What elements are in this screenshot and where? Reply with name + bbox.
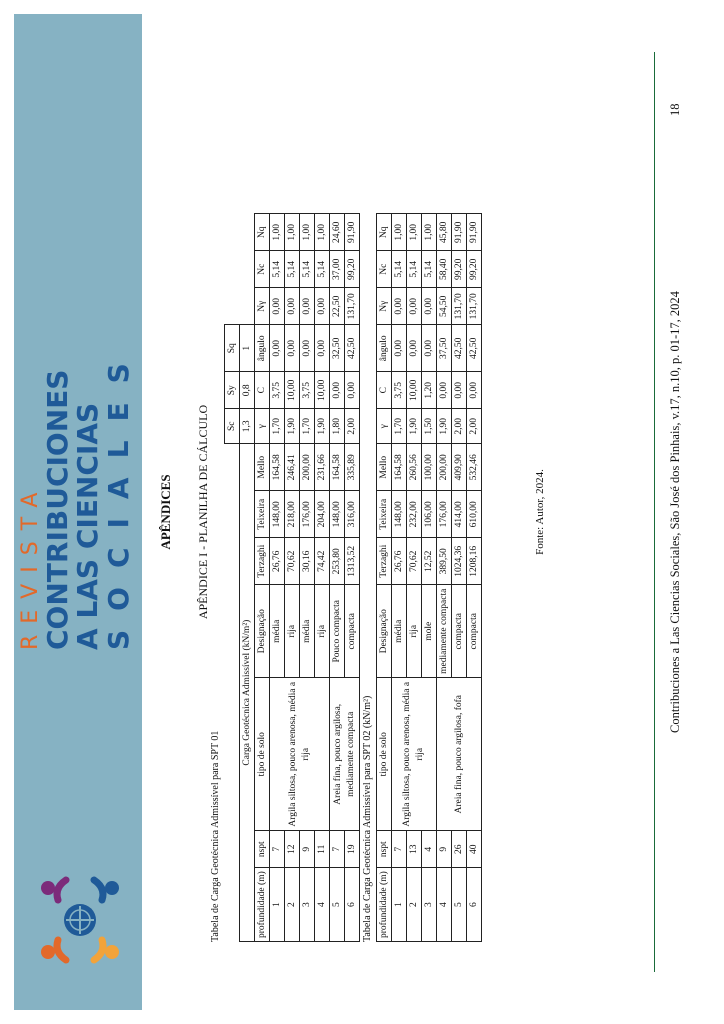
- cell: 24,60: [330, 214, 345, 251]
- table-row: [300, 214, 315, 942]
- cell: 30,16: [300, 538, 315, 585]
- cell: 13: [407, 831, 422, 868]
- cell: 7: [392, 831, 407, 868]
- cell: 5,14: [285, 251, 300, 288]
- factors-header-row: [225, 214, 240, 942]
- column-header: tipo de solo: [255, 678, 270, 831]
- table-row: [467, 214, 482, 942]
- cell: 0,00: [285, 288, 300, 325]
- table-row: [270, 214, 285, 942]
- cell: 7: [270, 831, 285, 868]
- cell: 131,70: [467, 288, 482, 325]
- column-header: Designação: [255, 585, 270, 678]
- cell: 148,00: [392, 491, 407, 538]
- cell: 9: [300, 831, 315, 868]
- cell: 5,14: [300, 251, 315, 288]
- cell: 26,76: [270, 538, 285, 585]
- cell: 42,50: [452, 325, 467, 372]
- factors-value-row: [240, 214, 255, 942]
- cell: 0,00: [407, 325, 422, 372]
- cell: 0,00: [270, 325, 285, 372]
- cell: 91,90: [345, 214, 360, 251]
- cell: 37,00: [330, 251, 345, 288]
- cell: 100,00: [422, 444, 437, 491]
- brand-line-revista: REVISTA: [18, 481, 43, 650]
- table-row: [392, 214, 407, 942]
- cell: 1,50: [422, 409, 437, 444]
- cell: 200,00: [437, 444, 452, 491]
- cell: 70,62: [407, 538, 422, 585]
- cell: 231,66: [315, 444, 330, 491]
- cell: 176,00: [437, 491, 452, 538]
- cell: 1024,36: [452, 538, 467, 585]
- page-number: 18: [668, 103, 682, 116]
- column-header: nspt: [377, 831, 392, 868]
- cell: mediamente compacta: [437, 585, 452, 678]
- cell: média: [300, 585, 315, 678]
- column-header: Terzaghi: [255, 538, 270, 585]
- cell: 5,14: [270, 251, 285, 288]
- column-header: Mello: [377, 444, 392, 491]
- table-row: [345, 214, 360, 942]
- cell: 532,46: [467, 444, 482, 491]
- cell: 1,90: [437, 409, 452, 444]
- cell: 1,70: [392, 409, 407, 444]
- cell: 5,14: [315, 251, 330, 288]
- column-header: Terzaghi: [377, 538, 392, 585]
- cell: 0,00: [392, 288, 407, 325]
- cell: 5: [452, 868, 467, 942]
- table-row: [452, 214, 467, 942]
- cell: 1,00: [392, 214, 407, 251]
- cell: 70,62: [285, 538, 300, 585]
- cell: 3,75: [270, 372, 285, 409]
- table-row: [437, 214, 452, 942]
- cell: 10,00: [285, 372, 300, 409]
- cell: 1,00: [315, 214, 330, 251]
- cell: 0,00: [467, 372, 482, 409]
- cell: 1,00: [300, 214, 315, 251]
- cell: 232,00: [407, 491, 422, 538]
- column-header: profundidade (m): [377, 868, 392, 942]
- cell: 0,00: [437, 372, 452, 409]
- table-source: Fonte: Autor, 2024.: [534, 469, 546, 555]
- factor-header: Sq: [225, 325, 240, 372]
- table1-subcaption: Carga Geotécnica Admissível (kN/m²): [240, 444, 255, 942]
- cell: 0,00: [285, 325, 300, 372]
- cell: 1,80: [330, 409, 345, 444]
- cell: 409,90: [452, 444, 467, 491]
- brand-band: [14, 14, 142, 1010]
- column-header: C: [255, 372, 270, 409]
- cell: 99,20: [345, 251, 360, 288]
- cell: Pouco compacta: [330, 585, 345, 678]
- table2-caption: Tabela de Carga Geotécnica Admissível para SPT 02 (kN/m²): [362, 695, 373, 942]
- column-header: Nc: [377, 251, 392, 288]
- cell: 164,58: [392, 444, 407, 491]
- cell: 164,58: [330, 444, 345, 491]
- table-spt02: [376, 213, 482, 942]
- brand-line-contribuciones: CONTRIBUCIONES: [41, 369, 74, 650]
- column-header: Nc: [255, 251, 270, 288]
- cell: 1,70: [300, 409, 315, 444]
- cell: 26,76: [392, 538, 407, 585]
- cell: 316,00: [345, 491, 360, 538]
- table-row: [285, 214, 300, 942]
- table-spt01: [224, 213, 360, 942]
- column-header: ângulo: [255, 325, 270, 372]
- cell: 3: [422, 868, 437, 942]
- cell: 0,00: [422, 288, 437, 325]
- cell: 37,50: [437, 325, 452, 372]
- cell: 22,50: [330, 288, 345, 325]
- cell: 74,42: [315, 538, 330, 585]
- factor-header: Sc: [225, 409, 240, 444]
- cell: 99,20: [452, 251, 467, 288]
- cell: 0,00: [330, 372, 345, 409]
- column-header: Mello: [255, 444, 270, 491]
- soil-type-cell: Areia fina, pouco argilosa, fofa: [437, 678, 482, 831]
- cell: 2,00: [467, 409, 482, 444]
- cell: 5,14: [422, 251, 437, 288]
- cell: 40: [467, 831, 482, 868]
- cell: 260,56: [407, 444, 422, 491]
- column-header: nspt: [255, 831, 270, 868]
- brand-line-las-ciencias: A LAS CIENCIAS: [71, 402, 104, 650]
- cell: 1,00: [285, 214, 300, 251]
- cell: 106,00: [422, 491, 437, 538]
- cell: 200,00: [300, 444, 315, 491]
- cell: 1,90: [407, 409, 422, 444]
- cell: compacta: [452, 585, 467, 678]
- cell: 148,00: [270, 491, 285, 538]
- cell: 3,75: [392, 372, 407, 409]
- cell: 0,00: [392, 325, 407, 372]
- cell: rija: [315, 585, 330, 678]
- column-header: ângulo: [377, 325, 392, 372]
- cell: 5,14: [392, 251, 407, 288]
- cell: compacta: [467, 585, 482, 678]
- cell: 1313,52: [345, 538, 360, 585]
- cell: 1,20: [422, 372, 437, 409]
- cell: 3,75: [300, 372, 315, 409]
- appendix-title: APÊNDICE I - PLANILHA DE CÁLCULO: [196, 404, 210, 620]
- cell: compacta: [345, 585, 360, 678]
- cell: 1,90: [285, 409, 300, 444]
- cell: 91,90: [467, 214, 482, 251]
- table-row: [407, 214, 422, 942]
- cell: rija: [407, 585, 422, 678]
- brand-rotated: [14, 14, 142, 1010]
- cell: 131,70: [345, 288, 360, 325]
- cell: 148,00: [330, 491, 345, 538]
- cell: 1,00: [422, 214, 437, 251]
- cell: 1: [270, 868, 285, 942]
- cell: 0,00: [345, 372, 360, 409]
- cell: média: [270, 585, 285, 678]
- cell: 0,00: [315, 288, 330, 325]
- cell: 204,00: [315, 491, 330, 538]
- cell: 32,50: [330, 325, 345, 372]
- cell: 0,00: [300, 325, 315, 372]
- cell: 389,50: [437, 538, 452, 585]
- cell: 4: [422, 831, 437, 868]
- cell: 1,90: [315, 409, 330, 444]
- cell: 54,50: [437, 288, 452, 325]
- cell: 2,00: [452, 409, 467, 444]
- column-header: γ: [255, 409, 270, 444]
- soil-type-cell: Argila siltosa, pouco arenosa, média a rija: [392, 678, 437, 831]
- cell: 6: [467, 868, 482, 942]
- cell: 45,80: [437, 214, 452, 251]
- cell: 246,41: [285, 444, 300, 491]
- table-row: [330, 214, 345, 942]
- column-header: C: [377, 372, 392, 409]
- cell: 1208,16: [467, 538, 482, 585]
- cell: 42,50: [345, 325, 360, 372]
- cell: 1,00: [270, 214, 285, 251]
- cell: 1: [392, 868, 407, 942]
- page-content: [150, 52, 710, 972]
- cell: rija: [285, 585, 300, 678]
- cell: 2: [285, 868, 300, 942]
- table-header-row: [377, 214, 392, 942]
- column-header: Nγ: [377, 288, 392, 325]
- cell: 99,20: [467, 251, 482, 288]
- cell: 414,00: [452, 491, 467, 538]
- cell: 19: [345, 831, 360, 868]
- factor-value: 1: [240, 325, 255, 372]
- table-row: [315, 214, 330, 942]
- cell: 42,50: [467, 325, 482, 372]
- cell: 218,00: [285, 491, 300, 538]
- table-row: [422, 214, 437, 942]
- cell: 0,00: [422, 325, 437, 372]
- cell: 91,90: [452, 214, 467, 251]
- soil-type-cell: Argila siltosa, pouco arenosa, média a rija: [270, 678, 330, 831]
- column-header: Teixeira: [377, 491, 392, 538]
- column-header: Designação: [377, 585, 392, 678]
- factor-value: 0,8: [240, 372, 255, 409]
- footer-citation: Contribuciones a Las Ciencias Sociales, São José dos Pinhais, v.17, n.10, p. 01-17, 2024: [668, 291, 682, 733]
- section-title: APÊNDICES: [158, 474, 173, 550]
- cell: 335,89: [345, 444, 360, 491]
- cell: 7: [330, 831, 345, 868]
- brand-line-sociales: SOCIALES: [102, 344, 135, 650]
- column-header: γ: [377, 409, 392, 444]
- cell: 5: [330, 868, 345, 942]
- journal-logo-icon: [26, 866, 134, 974]
- cell: 0,00: [300, 288, 315, 325]
- cell: 12,52: [422, 538, 437, 585]
- soil-type-cell: Areia fina, pouco argilosa, mediamente compacta: [330, 678, 360, 831]
- cell: 131,70: [452, 288, 467, 325]
- cell: 3: [300, 868, 315, 942]
- cell: 164,58: [270, 444, 285, 491]
- cell: 176,00: [300, 491, 315, 538]
- column-header: Nq: [377, 214, 392, 251]
- cell: 2: [407, 868, 422, 942]
- cell: 253,80: [330, 538, 345, 585]
- cell: 10,00: [407, 372, 422, 409]
- column-header: tipo de solo: [377, 678, 392, 831]
- cell: 12: [285, 831, 300, 868]
- factor-header: Sy: [225, 372, 240, 409]
- cell: 5,14: [407, 251, 422, 288]
- cell: 58,40: [437, 251, 452, 288]
- cell: mole: [422, 585, 437, 678]
- cell: 26: [452, 831, 467, 868]
- cell: 2,00: [345, 409, 360, 444]
- cell: 610,00: [467, 491, 482, 538]
- cell: 0,00: [270, 288, 285, 325]
- cell: 4: [437, 868, 452, 942]
- cell: 11: [315, 831, 330, 868]
- cell: 0,00: [407, 288, 422, 325]
- cell: 1,00: [407, 214, 422, 251]
- cell: 6: [345, 868, 360, 942]
- cell: 9: [437, 831, 452, 868]
- cell: 10,00: [315, 372, 330, 409]
- table1-caption: Tabela de Carga Geotécnica Admissível para SPT 01: [210, 730, 221, 942]
- cell: 1,70: [270, 409, 285, 444]
- factor-value: 1,3: [240, 409, 255, 444]
- cell: 4: [315, 868, 330, 942]
- column-header: Nγ: [255, 288, 270, 325]
- column-header: Teixeira: [255, 491, 270, 538]
- table-header-row: [255, 214, 270, 942]
- cell: 0,00: [315, 325, 330, 372]
- footer-divider: [654, 52, 655, 972]
- cell: 0,00: [452, 372, 467, 409]
- column-header: Nq: [255, 214, 270, 251]
- cell: média: [392, 585, 407, 678]
- column-header: profundidade (m): [255, 868, 270, 942]
